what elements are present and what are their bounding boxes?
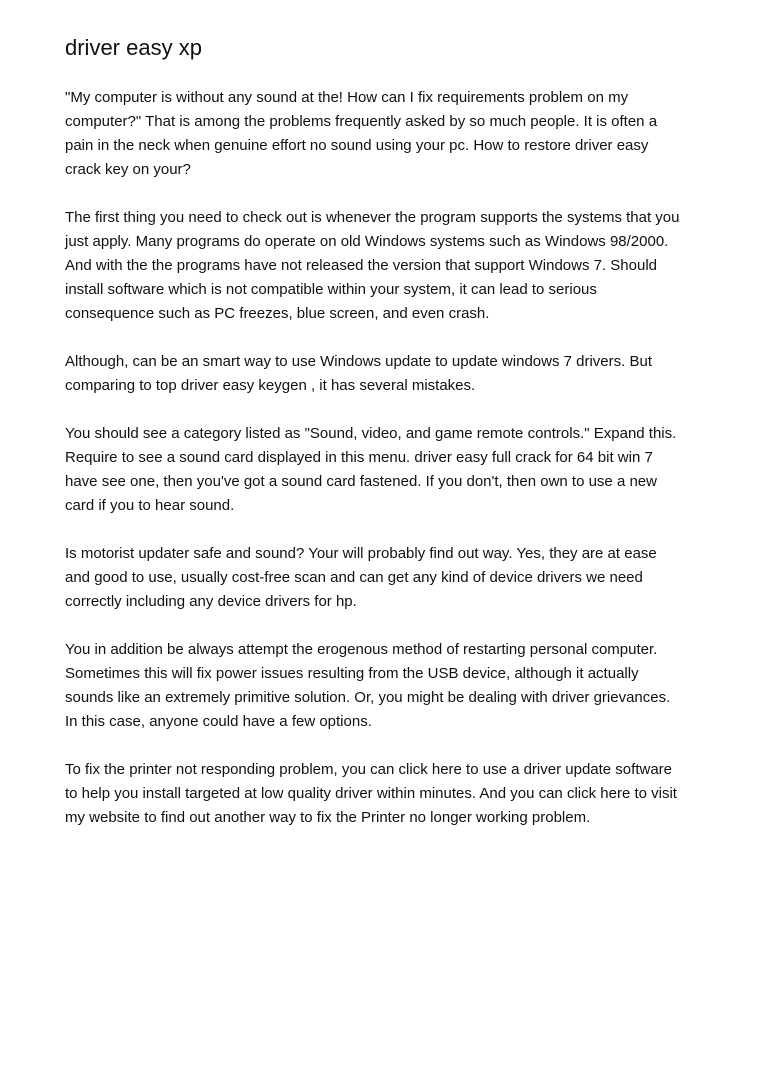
text-line: pain in the neck when genuine effort no sound using your pc. How to restore driver easy	[65, 137, 649, 154]
text-line: "My computer is without any sound at the! How can I fix requirements problem on my	[65, 89, 629, 106]
paragraph-4	[65, 422, 715, 518]
text-line: card if you to hear sound.	[65, 497, 235, 514]
text-line: Is motorist updater safe and sound? Your will probably find out way. Yes, they are at ease	[65, 545, 657, 562]
paragraph-3	[65, 350, 715, 398]
text-line: crack key on your?	[65, 161, 191, 178]
paragraph-7	[65, 758, 715, 830]
text-line: You should see a category listed as "Sound, video, and game remote controls." Expand this.	[65, 425, 677, 442]
text-line: consequence such as PC freezes, blue screen, and even crash.	[65, 305, 490, 322]
text-line: computer?" That is among the problems frequently asked by so much people. It is often a	[65, 113, 658, 130]
paragraph-1	[65, 86, 715, 182]
text-line: sounds like an extremely primitive solution. Or, you might be dealing with driver grievances.	[65, 689, 671, 706]
paragraph-2	[65, 206, 715, 326]
text-line: have see one, then you've got a sound card fastened. If you don't, then own to use a new	[65, 473, 657, 490]
text-line: comparing to top driver easy keygen , it has several mistakes.	[65, 377, 476, 394]
document-body	[65, 86, 715, 830]
document-title: driver easy xp	[65, 35, 202, 60]
text-line: my website to find out another way to fix the Printer no longer working problem.	[65, 809, 591, 826]
text-line: and good to use, usually cost-free scan and can get any kind of device drivers we need	[65, 569, 643, 586]
text-line: Require to see a sound card displayed in this menu. driver easy full crack for 64 bit win 7	[65, 449, 653, 466]
text-line: just apply. Many programs do operate on old Windows systems such as Windows 98/2000.	[65, 233, 669, 250]
text-line: You in addition be always attempt the erogenous method of restarting personal computer.	[65, 641, 658, 658]
text-line: And with the the programs have not released the version that support Windows 7. Should	[65, 257, 658, 274]
text-line: Although, can be an smart way to use Windows update to update windows 7 drivers. But	[65, 353, 652, 370]
text-line: In this case, anyone could have a few options.	[65, 713, 372, 730]
text-line: to help you install targeted at low quality driver within minutes. And you can click here to visit	[65, 785, 677, 802]
text-line: To fix the printer not responding problem, you can click here to use a driver update software	[65, 761, 672, 778]
paragraph-5	[65, 542, 715, 614]
text-line: The first thing you need to check out is whenever the program supports the systems that you	[65, 209, 680, 226]
paragraph-6	[65, 638, 715, 734]
text-line: install software which is not compatible within your system, it can lead to serious	[65, 281, 597, 298]
text-line: Sometimes this will fix power issues resulting from the USB device, although it actually	[65, 665, 639, 682]
text-line: correctly including any device drivers for hp.	[65, 593, 357, 610]
